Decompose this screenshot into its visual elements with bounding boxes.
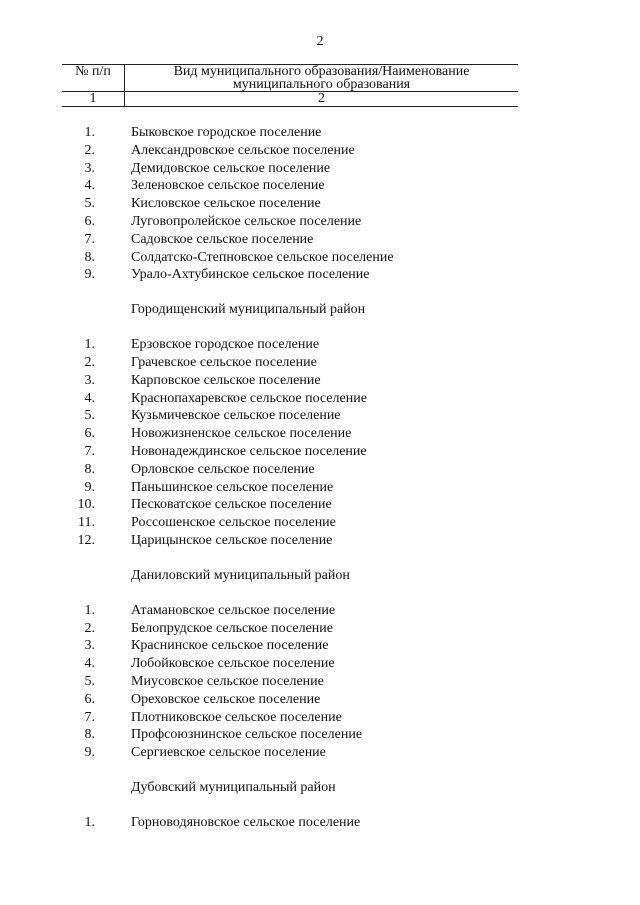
header-index-row [62, 91, 518, 107]
item-number: 2. [84, 620, 95, 636]
item-number: 7. [84, 231, 95, 247]
district-heading: Даниловский муниципальный район [131, 567, 350, 583]
list-item [0, 496, 640, 514]
item-name: Новожизненское сельское поселение [131, 426, 352, 442]
item-name: Солдатско-Степновское сельское поселение [131, 249, 394, 265]
list-item [0, 602, 640, 620]
item-name: Зеленовское сельское поселение [131, 178, 325, 194]
item-number: 9. [84, 267, 95, 283]
list-item [0, 814, 640, 832]
municipality-list [0, 124, 640, 832]
item-name: Ореховское сельское поселение [131, 691, 321, 707]
item-number: 9. [84, 745, 95, 761]
item-number: 4. [84, 656, 95, 672]
item-number: 3. [84, 372, 95, 388]
item-name: Россошенское сельское поселение [131, 515, 336, 531]
item-name: Садовское сельское поселение [131, 231, 314, 247]
item-number: 5. [84, 408, 95, 424]
list-item [0, 266, 640, 284]
item-number: 1. [84, 337, 95, 353]
header-name-column: Вид муниципального образования/Наименование муниципального образования [173, 64, 470, 92]
list-item [0, 407, 640, 425]
item-number: 6. [84, 426, 95, 442]
item-name: Карповское сельское поселение [131, 372, 321, 388]
item-number: 7. [84, 443, 95, 459]
list-item [0, 691, 640, 709]
item-name: Горноводяновское сельское поселение [131, 814, 361, 830]
item-name: Царицынское сельское поселение [131, 532, 333, 548]
item-name: Орловское сельское поселение [131, 461, 315, 477]
item-number: 6. [84, 213, 95, 229]
item-name: Краснинское сельское поселение [131, 638, 329, 654]
item-number: 7. [84, 709, 95, 725]
list-item [0, 231, 640, 249]
item-name: Урало-Ахтубинское сельское поселение [131, 267, 370, 283]
list-item [0, 195, 640, 213]
item-number: 6. [84, 691, 95, 707]
item-number: 8. [84, 461, 95, 477]
item-name: Миусовское сельское поселение [131, 673, 324, 689]
district-heading: Дубовский муниципальный район [131, 779, 336, 795]
header-index-2: 2 [318, 91, 325, 106]
item-name: Паньшинское сельское поселение [131, 479, 334, 495]
item-name: Песковатское сельское поселение [131, 497, 332, 513]
header-index-1: 1 [62, 92, 125, 106]
item-name: Грачевское сельское поселение [131, 354, 317, 370]
list-item [0, 177, 640, 195]
list-item [0, 726, 640, 744]
item-number: 1. [84, 125, 95, 140]
item-number: 4. [84, 390, 95, 406]
list-item [0, 620, 640, 638]
district-heading: Городищенский муниципальный район [131, 302, 366, 318]
item-number: 10. [77, 497, 95, 513]
item-number: 2. [84, 142, 95, 158]
list-item [0, 124, 640, 142]
item-name: Сергиевское сельское поселение [131, 745, 326, 761]
item-name: Александровское сельское поселение [131, 142, 355, 158]
list-item [0, 354, 640, 372]
list-item [0, 655, 640, 673]
item-name: Профсоюзнинское сельское поселение [131, 727, 363, 743]
item-number: 5. [84, 196, 95, 212]
item-name: Быковское городское поселение [131, 125, 322, 140]
list-item [0, 744, 640, 762]
list-item [0, 479, 640, 497]
list-item [0, 514, 640, 532]
list-item [0, 213, 640, 231]
item-number: 12. [77, 532, 95, 548]
list-item [0, 443, 640, 461]
item-name: Новонадеждинское сельское поселение [131, 443, 367, 459]
list-item [0, 142, 640, 160]
list-item [0, 372, 640, 390]
item-number: 1. [84, 602, 95, 618]
page-number: 2 [316, 34, 324, 49]
list-item [0, 709, 640, 727]
item-name: Лобойковское сельское поселение [131, 656, 335, 672]
item-number: 4. [84, 178, 95, 194]
item-number: 3. [84, 160, 95, 176]
item-name: Кузьмичевское сельское поселение [131, 408, 341, 424]
list-item [0, 425, 640, 443]
item-name: Демидовское сельское поселение [131, 160, 331, 176]
item-name: Ерзовское городское поселение [131, 337, 320, 353]
item-name: Краснопахаревское сельское поселение [131, 390, 367, 406]
item-number: 8. [84, 249, 95, 265]
list-item [0, 637, 640, 655]
list-item [0, 461, 640, 479]
list-item [0, 336, 640, 354]
item-number: 11. [78, 515, 95, 531]
table-header [62, 64, 518, 107]
list-item [0, 673, 640, 691]
item-number: 8. [84, 727, 95, 743]
list-item [0, 160, 640, 178]
list-item [0, 390, 640, 408]
item-name: Атамановское сельское поселение [131, 602, 336, 618]
item-name: Плотниковское сельское поселение [131, 709, 342, 725]
item-number: 3. [84, 638, 95, 654]
item-number: 9. [84, 479, 95, 495]
item-number: 2. [84, 354, 95, 370]
item-name: Белопрудское сельское поселение [131, 620, 333, 636]
list-item [0, 532, 640, 550]
header-number-column: № п/п [62, 65, 125, 93]
list-item [0, 249, 640, 267]
item-number: 1. [84, 814, 95, 830]
item-name: Луговопролейское сельское поселение [131, 213, 362, 229]
item-name: Кисловское сельское поселение [131, 196, 321, 212]
item-number: 5. [84, 673, 95, 689]
